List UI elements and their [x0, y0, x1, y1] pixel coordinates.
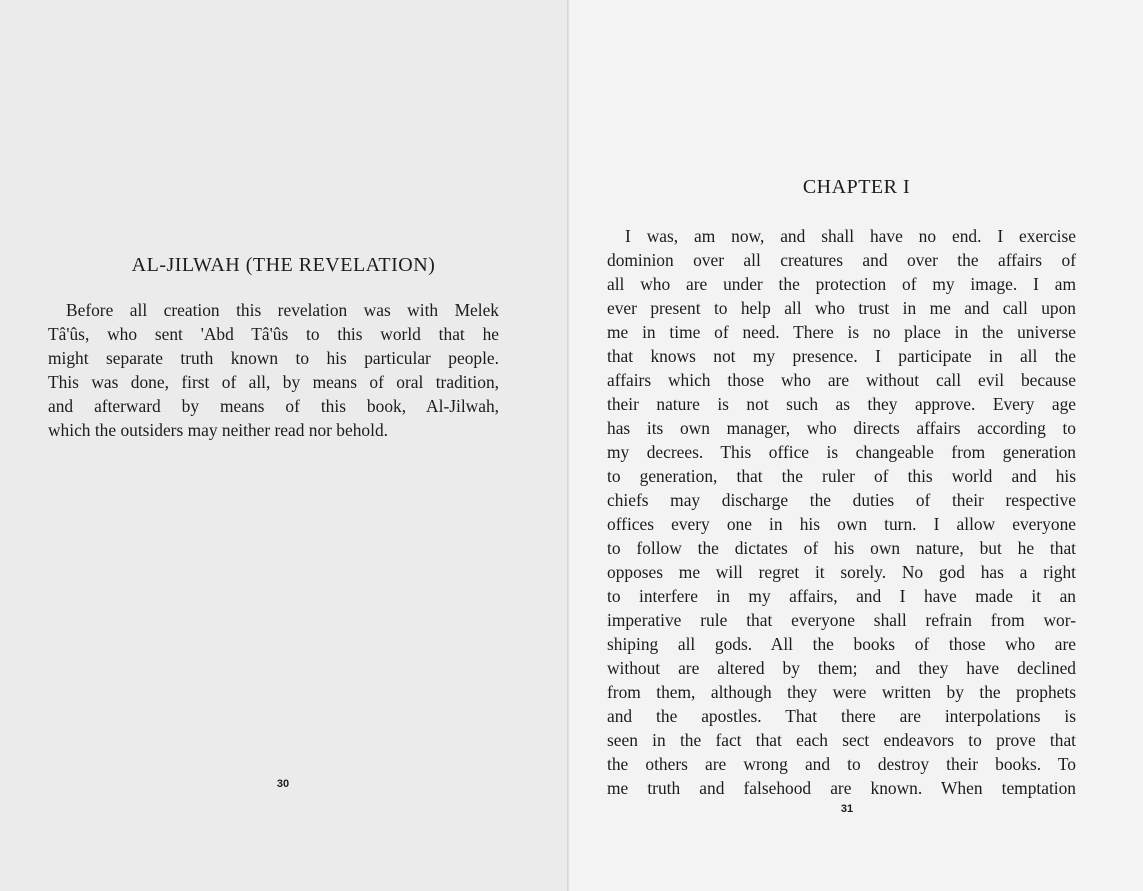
text-line: might separate truth known to his particular people.	[48, 348, 499, 368]
chapter-paragraph	[607, 224, 1076, 800]
text-line: and afterward by means of this book, Al-Jilwah,	[48, 396, 499, 416]
text-line: Before all creation this revelation was with Melek	[66, 300, 499, 320]
text-line: affairs which those who are without call evil because	[607, 370, 1076, 390]
text-line: offices every one in his own turn. I allow everyone	[607, 514, 1076, 534]
text-line: seen in the fact that each sect endeavors to prove that	[607, 730, 1076, 750]
text-line: dominion over all creatures and over the affairs of	[607, 250, 1076, 270]
text-line: opposes me will regret it sorely. No god has a right	[607, 562, 1076, 582]
text-line: chiefs may discharge the duties of their respective	[607, 490, 1076, 510]
text-line: has its own manager, who directs affairs according to	[607, 418, 1076, 438]
right-page	[570, 0, 1143, 891]
text-line: imperative rule that everyone shall refrain from wor-	[607, 610, 1076, 630]
section-title: AL-JILWAH (THE REVELATION)	[131, 254, 436, 276]
text-line: which the outsiders may neither read nor behold.	[48, 420, 388, 440]
text-line: ever present to help all who trust in me and call upon	[607, 298, 1076, 318]
page-number: 31	[840, 803, 854, 815]
text-line: the others are wrong and to destroy their books. To	[607, 754, 1076, 774]
text-line: to generation, that the ruler of this world and his	[607, 466, 1076, 486]
text-line: to interfere in my affairs, and I have made it an	[607, 586, 1076, 606]
text-line: I was, am now, and shall have no end. I exercise	[625, 226, 1076, 246]
text-line: without are altered by them; and they have declined	[607, 658, 1076, 678]
text-line: all who are under the protection of my image. I am	[607, 274, 1076, 294]
text-line: This was done, first of all, by means of oral tradition,	[48, 372, 499, 392]
text-line: their nature is not such as they approve. Every age	[607, 394, 1076, 414]
text-line: that knows not my presence. I participate in all the	[607, 346, 1076, 366]
text-line: me in time of need. There is no place in the universe	[607, 322, 1076, 342]
chapter-title: CHAPTER I	[802, 176, 911, 198]
text-line: and the apostles. That there are interpolations is	[607, 706, 1076, 726]
text-line: shiping all gods. All the books of those who are	[607, 634, 1076, 654]
text-line: my decrees. This office is changeable from generation	[607, 442, 1076, 462]
text-line: from them, although they were written by the prophets	[607, 682, 1076, 702]
left-page	[0, 0, 567, 891]
text-line: me truth and falsehood are known. When temptation	[607, 778, 1076, 798]
intro-paragraph	[48, 298, 499, 442]
page-number: 30	[276, 778, 290, 790]
text-line: Tâ'ûs, who sent 'Abd Tâ'ûs to this world that he	[48, 324, 499, 344]
text-line: to follow the dictates of his own nature, but he that	[607, 538, 1076, 558]
